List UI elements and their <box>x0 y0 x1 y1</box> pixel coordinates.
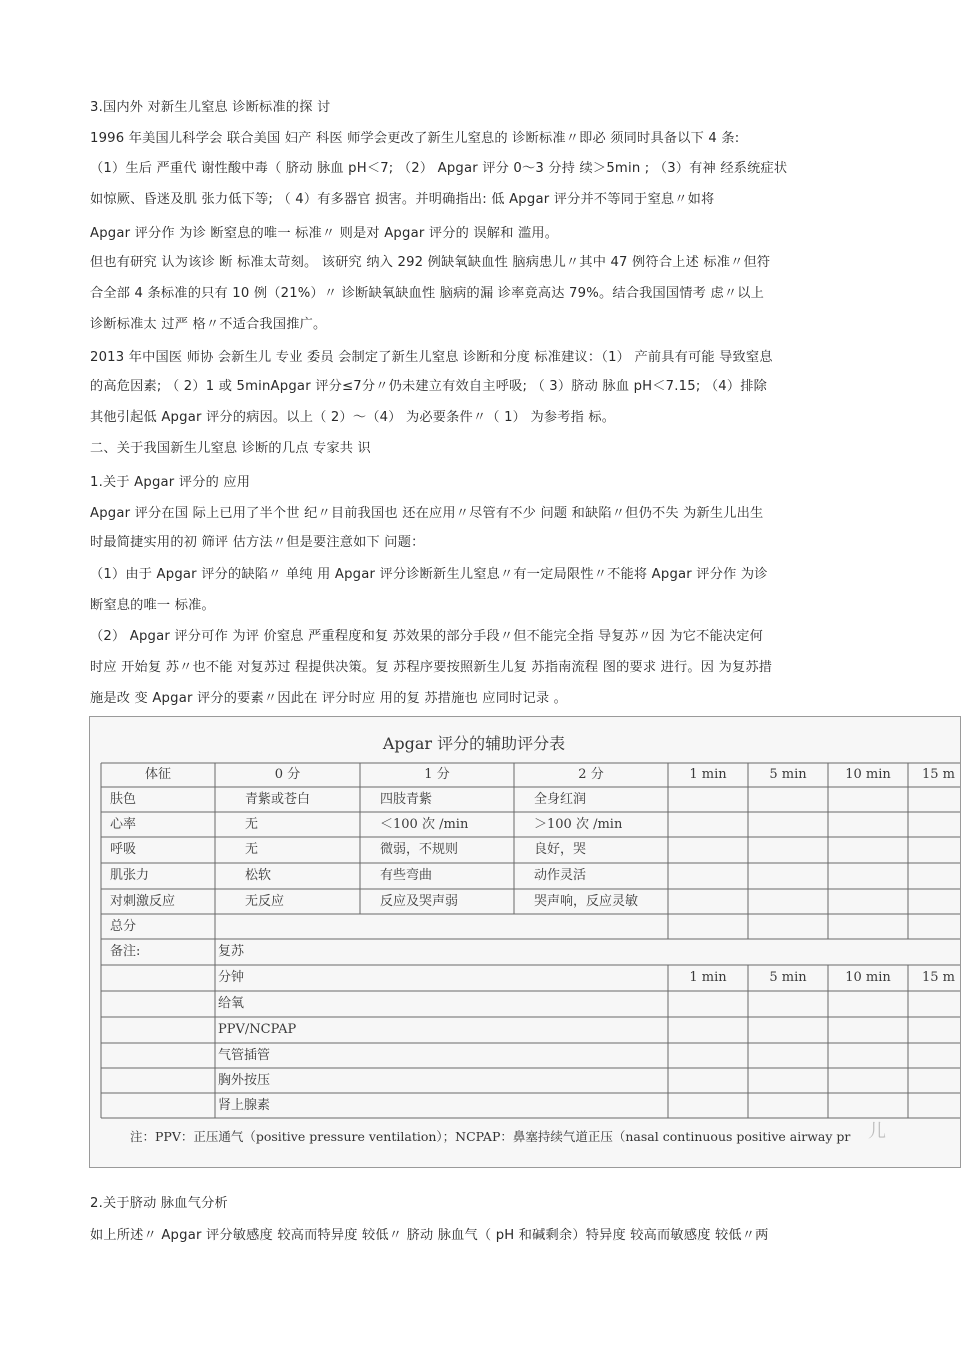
row-label: 呼吸 <box>110 842 137 857</box>
paragraph-line: 时最简捷实用的初 筛评 估方法〃但是要注意如下 问题： <box>90 535 425 550</box>
table-cell: 无反应 <box>245 894 285 909</box>
header-cell: 体征 <box>144 767 171 782</box>
paragraph-line: 合全部 4 条标准的只有 10 例（21%）〃 诊断缺氧缺血性 脑病的漏 诊率竟高达 79%。结合我国国情考 虑〃以上 <box>90 286 765 301</box>
table-cell: 四肢青紫 <box>380 792 433 807</box>
resus-header-cell: 分钟 <box>218 970 245 985</box>
resus-row-label: 气管插管 <box>218 1048 271 1063</box>
apgar-table-figure <box>89 716 961 1168</box>
resus-header-cell: 10 min <box>845 970 891 985</box>
paragraph-line: （1）由于 Apgar 评分的缺陷〃 单纯 用 Apgar 评分诊断新生儿窒息〃有一定局限性〃不能将 Apgar 评分作 为诊 <box>90 567 768 582</box>
resus-row-label: 给氧 <box>218 996 245 1011</box>
paragraph-line: （2） Apgar 评分可作 为评 价窒息 严重程度和复 苏效果的部分手段〃但不能完全指 导复苏〃因 为它不能决定何 <box>90 629 764 644</box>
paragraph-line: Apgar 评分作 为诊 断窒息的唯一 标准〃 则是对 Apgar 评分的 误解和 滥用。 <box>90 226 559 241</box>
table-cell: 青紫或苍白 <box>245 792 311 807</box>
paragraph-line: 断窒息的唯一 标准。 <box>90 598 215 613</box>
table-cell: 全身红润 <box>534 792 587 807</box>
paragraph-line: 如惊厥、昏迷及肌 张力低下等; （ 4）有多器官 损害。并明确指出: 低 Apgar 评分并不等同于窒息〃如将 <box>90 192 715 207</box>
paragraph-line: Apgar 评分在国 际上已用了半个世 纪〃目前我国也 还在应用〃尽管有不少 问题 和缺陷〃但仍不失 为新生儿出生 <box>90 506 764 521</box>
table-cell: 无 <box>245 842 259 857</box>
section-heading: 二、关于我国新生儿窒息 诊断的几点 专家共 识 <box>90 441 371 456</box>
resus-label: 复苏 <box>218 944 245 959</box>
total-label: 总分 <box>110 919 137 934</box>
paragraph-line: 其他引起低 Apgar 评分的病因。以上（ 2）～（4） 为必要条件〃（ 1） 为参考指 标。 <box>90 410 616 425</box>
resus-row-label: 肾上腺素 <box>218 1098 271 1113</box>
row-label: 肌张力 <box>110 868 150 883</box>
table-cell: 反应及哭声弱 <box>380 894 459 909</box>
row-label: 心率 <box>110 817 137 832</box>
resus-row-label: 胸外按压 <box>218 1073 271 1088</box>
section-heading: 3.国内外 对新生儿窒息 诊断标准的探 讨 <box>90 100 331 115</box>
table-cell: 哭声响，反应灵敏 <box>534 894 639 909</box>
table-cell: 良好，哭 <box>534 842 587 857</box>
paragraph-line: 时应 开始复 苏〃也不能 对复苏过 程提供决策。复 苏程序要按照新生儿复 苏指南流程 图的要求 进行。因 为复苏措 <box>90 660 773 675</box>
paragraph-line: 2013 年中国医 师协 会新生儿 专业 委员 会制定了新生儿窒息 诊断和分度 标准建议：（1） 产前具有可能 导致窒息 <box>90 350 773 365</box>
resus-row-label: PPV/NCPAP <box>218 1022 297 1037</box>
table-cell: 松软 <box>245 868 272 883</box>
paragraph-line: 的高危因素; （ 2）1 或 5minApgar 评分≤7分〃仍未建立有效自主呼吸; （ 3）脐动 脉血 pH＜7.15; （4）排除 <box>90 379 768 394</box>
table-cell: ＜100 次 /min <box>380 817 469 832</box>
resus-header-cell: 5 min <box>769 970 807 985</box>
resus-header-cell: 1 min <box>689 970 727 985</box>
paragraph-line: 但也有研究 认为该诊 断 标准太苛刻。 该研究 纳入 292 例缺氧缺血性 脑病患儿〃其中 47 例符合上述 标准〃但符 <box>90 255 771 270</box>
header-cell: 5 min <box>769 767 807 782</box>
watermark: 儿 <box>868 1121 886 1142</box>
paragraph-line: 诊断标准太 过严 格〃不适合我国推广。 <box>90 317 327 332</box>
table-cell: 动作灵活 <box>534 868 587 883</box>
subsection-heading: 1.关于 Apgar 评分的 应用 <box>90 475 251 490</box>
paragraph-line: 如上所述〃 Apgar 评分敏感度 较高而特异度 较低〃 脐动 脉血气（ pH 和碱剩余）特异度 较高而敏感度 较低〃两 <box>90 1228 769 1243</box>
header-cell: 1 min <box>689 767 727 782</box>
table-cell: ＞100 次 /min <box>534 817 623 832</box>
paragraph-line: 1996 年美国儿科学会 联合美国 妇产 科医 师学会更改了新生儿窒息的 诊断标准〃即必 须同时具备以下 4 条: <box>90 131 740 146</box>
row-label: 肤色 <box>110 792 137 807</box>
table-cell: 有些弯曲 <box>380 868 433 883</box>
table-cell: 无 <box>245 817 259 832</box>
paragraph-line: 施是改 变 Apgar 评分的要素〃因此在 评分时应 用的复 苏措施也 应同时记录 。 <box>90 691 568 706</box>
resus-header-cell: 15 m <box>922 970 956 985</box>
table-footnote: 注：PPV：正压通气（positive pressure ventilation）；NCPAP：鼻塞持续气道正压（nasal continuous positive airway pr <box>130 1129 851 1144</box>
subsection-heading: 2.关于脐动 脉血气分析 <box>90 1196 228 1211</box>
table-cell: 微弱，不规则 <box>380 842 459 857</box>
table-title: Apgar 评分的辅助评分表 <box>382 734 566 753</box>
header-cell: 15 m <box>922 767 956 782</box>
paragraph-line: （1）生后 严重代 谢性酸中毒（ 脐动 脉血 pH＜7; （2） Apgar 评分 0～3 分持 续＞5min ; （3）有神 经系统症状 <box>90 161 788 176</box>
remark-label: 备注: <box>110 944 141 959</box>
header-cell: 0 分 <box>274 767 301 782</box>
header-cell: 2 分 <box>578 767 604 782</box>
header-cell: 1 分 <box>424 767 450 782</box>
header-cell: 10 min <box>845 767 891 782</box>
row-label: 对刺激反应 <box>110 894 176 909</box>
